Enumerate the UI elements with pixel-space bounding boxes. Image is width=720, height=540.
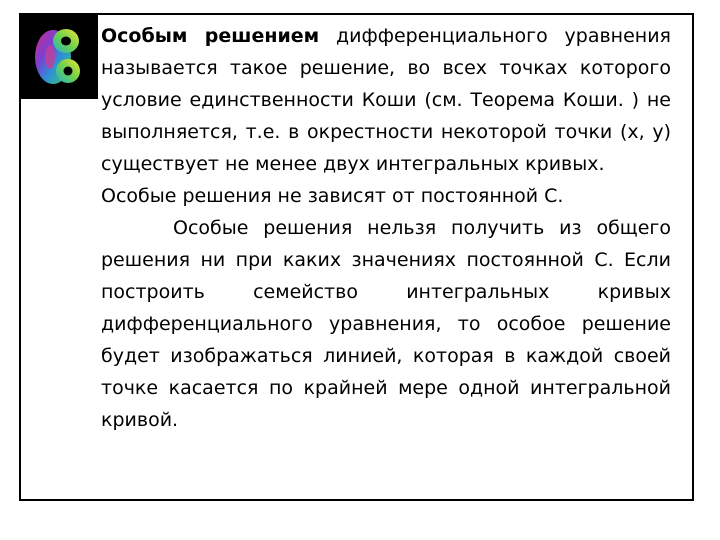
logo (19, 13, 98, 99)
klein-surface-logo-icon (19, 13, 98, 99)
definition-text: дифференциального уравнения называется такое решение, во всех точках которого условие единственности Коши (см. Теорема Коши. ) не выполняется, т.е. в окрестности некоторой точки (x, y) существует не менее двух интегральных кривых. (101, 25, 671, 175)
defined-term: Особым решением (101, 25, 320, 47)
slide-text (101, 20, 671, 436)
independence-paragraph: Особые решения не зависят от постоянной С. (101, 185, 564, 207)
general-solution-paragraph: Особые решения нельзя получить из общего решения ни при каких значениях постоянной С. Если построить семейство интегральных кривых дифференциального уравнения, то особое решение будет изображаться линией, которая в каждой своей точке касается по крайней мере одной интегральной кривой. (101, 217, 671, 431)
definition-paragraph (101, 20, 671, 180)
